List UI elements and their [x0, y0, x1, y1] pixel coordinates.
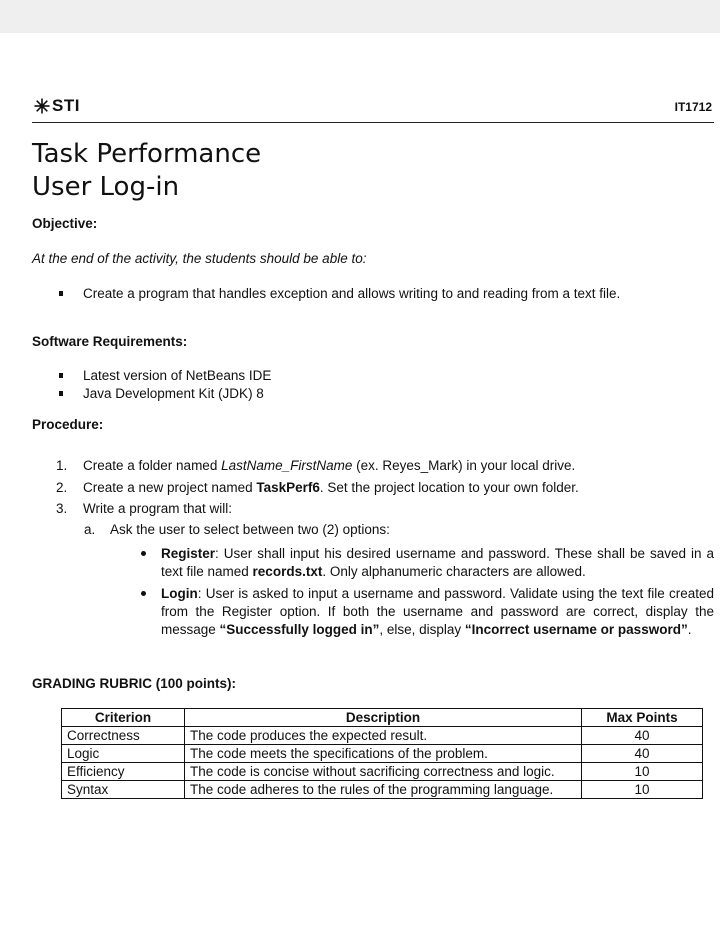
description-cell: The code is concise without sacrificing correctness and logic.	[185, 763, 582, 781]
table-row	[62, 781, 703, 799]
list-item: Create a program that handles exception and allows writing to and reading from a text file.	[56, 285, 620, 303]
column-header: Criterion	[62, 709, 185, 727]
document-header	[32, 96, 714, 123]
title-line-2: User Log-in	[32, 172, 180, 202]
login-label: Login	[161, 586, 198, 601]
login-text: : User is asked to input a username and password. Validate using the text file created from the Register option. If both the username and password are correct, display the message	[161, 586, 714, 637]
step-text: . Set the project location to your own folder.	[319, 479, 579, 495]
login-option	[161, 585, 714, 639]
software-list	[56, 367, 271, 402]
step-text: Create a new project named	[83, 479, 257, 495]
objective-intro: At the end of the activity, the students should be able to:	[32, 251, 367, 266]
points-cell: 10	[582, 781, 703, 799]
objective-list	[56, 285, 620, 303]
page-title	[32, 138, 261, 204]
description-cell: The code produces the expected result.	[185, 727, 582, 745]
points-cell: 10	[582, 763, 703, 781]
criterion-cell: Syntax	[62, 781, 185, 799]
step-text: Create a folder named	[83, 458, 222, 473]
register-text: : User shall input his desired username and password. These shall be saved in a text file named	[161, 546, 714, 579]
table-row	[62, 763, 703, 781]
list-item: Latest version of NetBeans IDE	[56, 367, 271, 385]
folder-name: LastName_FirstName	[221, 458, 353, 473]
top-band	[0, 0, 720, 33]
procedure-step-1	[56, 455, 579, 477]
criterion-cell: Logic	[62, 745, 185, 763]
procedure-steps	[56, 455, 579, 520]
grading-rubric-table	[61, 708, 703, 799]
procedure-heading: Procedure:	[32, 417, 104, 432]
records-file-name: records.txt	[252, 564, 323, 579]
title-line-1: Task Performance	[32, 139, 262, 169]
criterion-cell: Efficiency	[62, 763, 185, 781]
login-text: , else, display	[379, 622, 465, 637]
step-number: 2.	[56, 479, 68, 495]
success-message: “Successfully logged in”	[219, 622, 380, 637]
sti-logo-icon	[34, 98, 50, 114]
substep-text: Ask the user to select between two (2) options:	[110, 522, 390, 537]
objective-heading: Objective:	[32, 216, 98, 231]
points-cell: 40	[582, 745, 703, 763]
step-number: 3.	[56, 501, 68, 516]
register-text: . Only alphanumeric characters are allowed.	[322, 564, 586, 579]
points-cell: 40	[582, 727, 703, 745]
column-header: Max Points	[582, 709, 703, 727]
description-cell: The code adheres to the rules of the programming language.	[185, 781, 582, 799]
register-label: Register	[161, 546, 216, 561]
table-row	[62, 727, 703, 745]
step-number: 1.	[56, 458, 68, 473]
list-item: Java Development Kit (JDK) 8	[56, 385, 271, 403]
software-heading: Software Requirements:	[32, 334, 188, 349]
procedure-step-3	[56, 498, 579, 520]
project-name: TaskPerf6	[256, 479, 320, 495]
table-row	[62, 745, 703, 763]
register-option	[161, 545, 714, 581]
step-text: (ex. Reyes_Mark) in your local drive.	[352, 458, 576, 473]
sti-logo	[34, 96, 80, 116]
rubric-heading: GRADING RUBRIC (100 points):	[32, 676, 237, 691]
substep-letter: a.	[84, 522, 96, 537]
login-text: .	[687, 622, 692, 637]
table-header-row	[62, 709, 703, 727]
column-header: Description	[185, 709, 582, 727]
step-text: Write a program that will:	[83, 501, 233, 516]
criterion-cell: Correctness	[62, 727, 185, 745]
error-message: “Incorrect username or password”	[464, 622, 688, 637]
document-code: IT1712	[674, 100, 712, 114]
procedure-step-2	[56, 477, 579, 499]
logo-text: STI	[52, 96, 80, 115]
description-cell: The code meets the specifications of the problem.	[185, 745, 582, 763]
